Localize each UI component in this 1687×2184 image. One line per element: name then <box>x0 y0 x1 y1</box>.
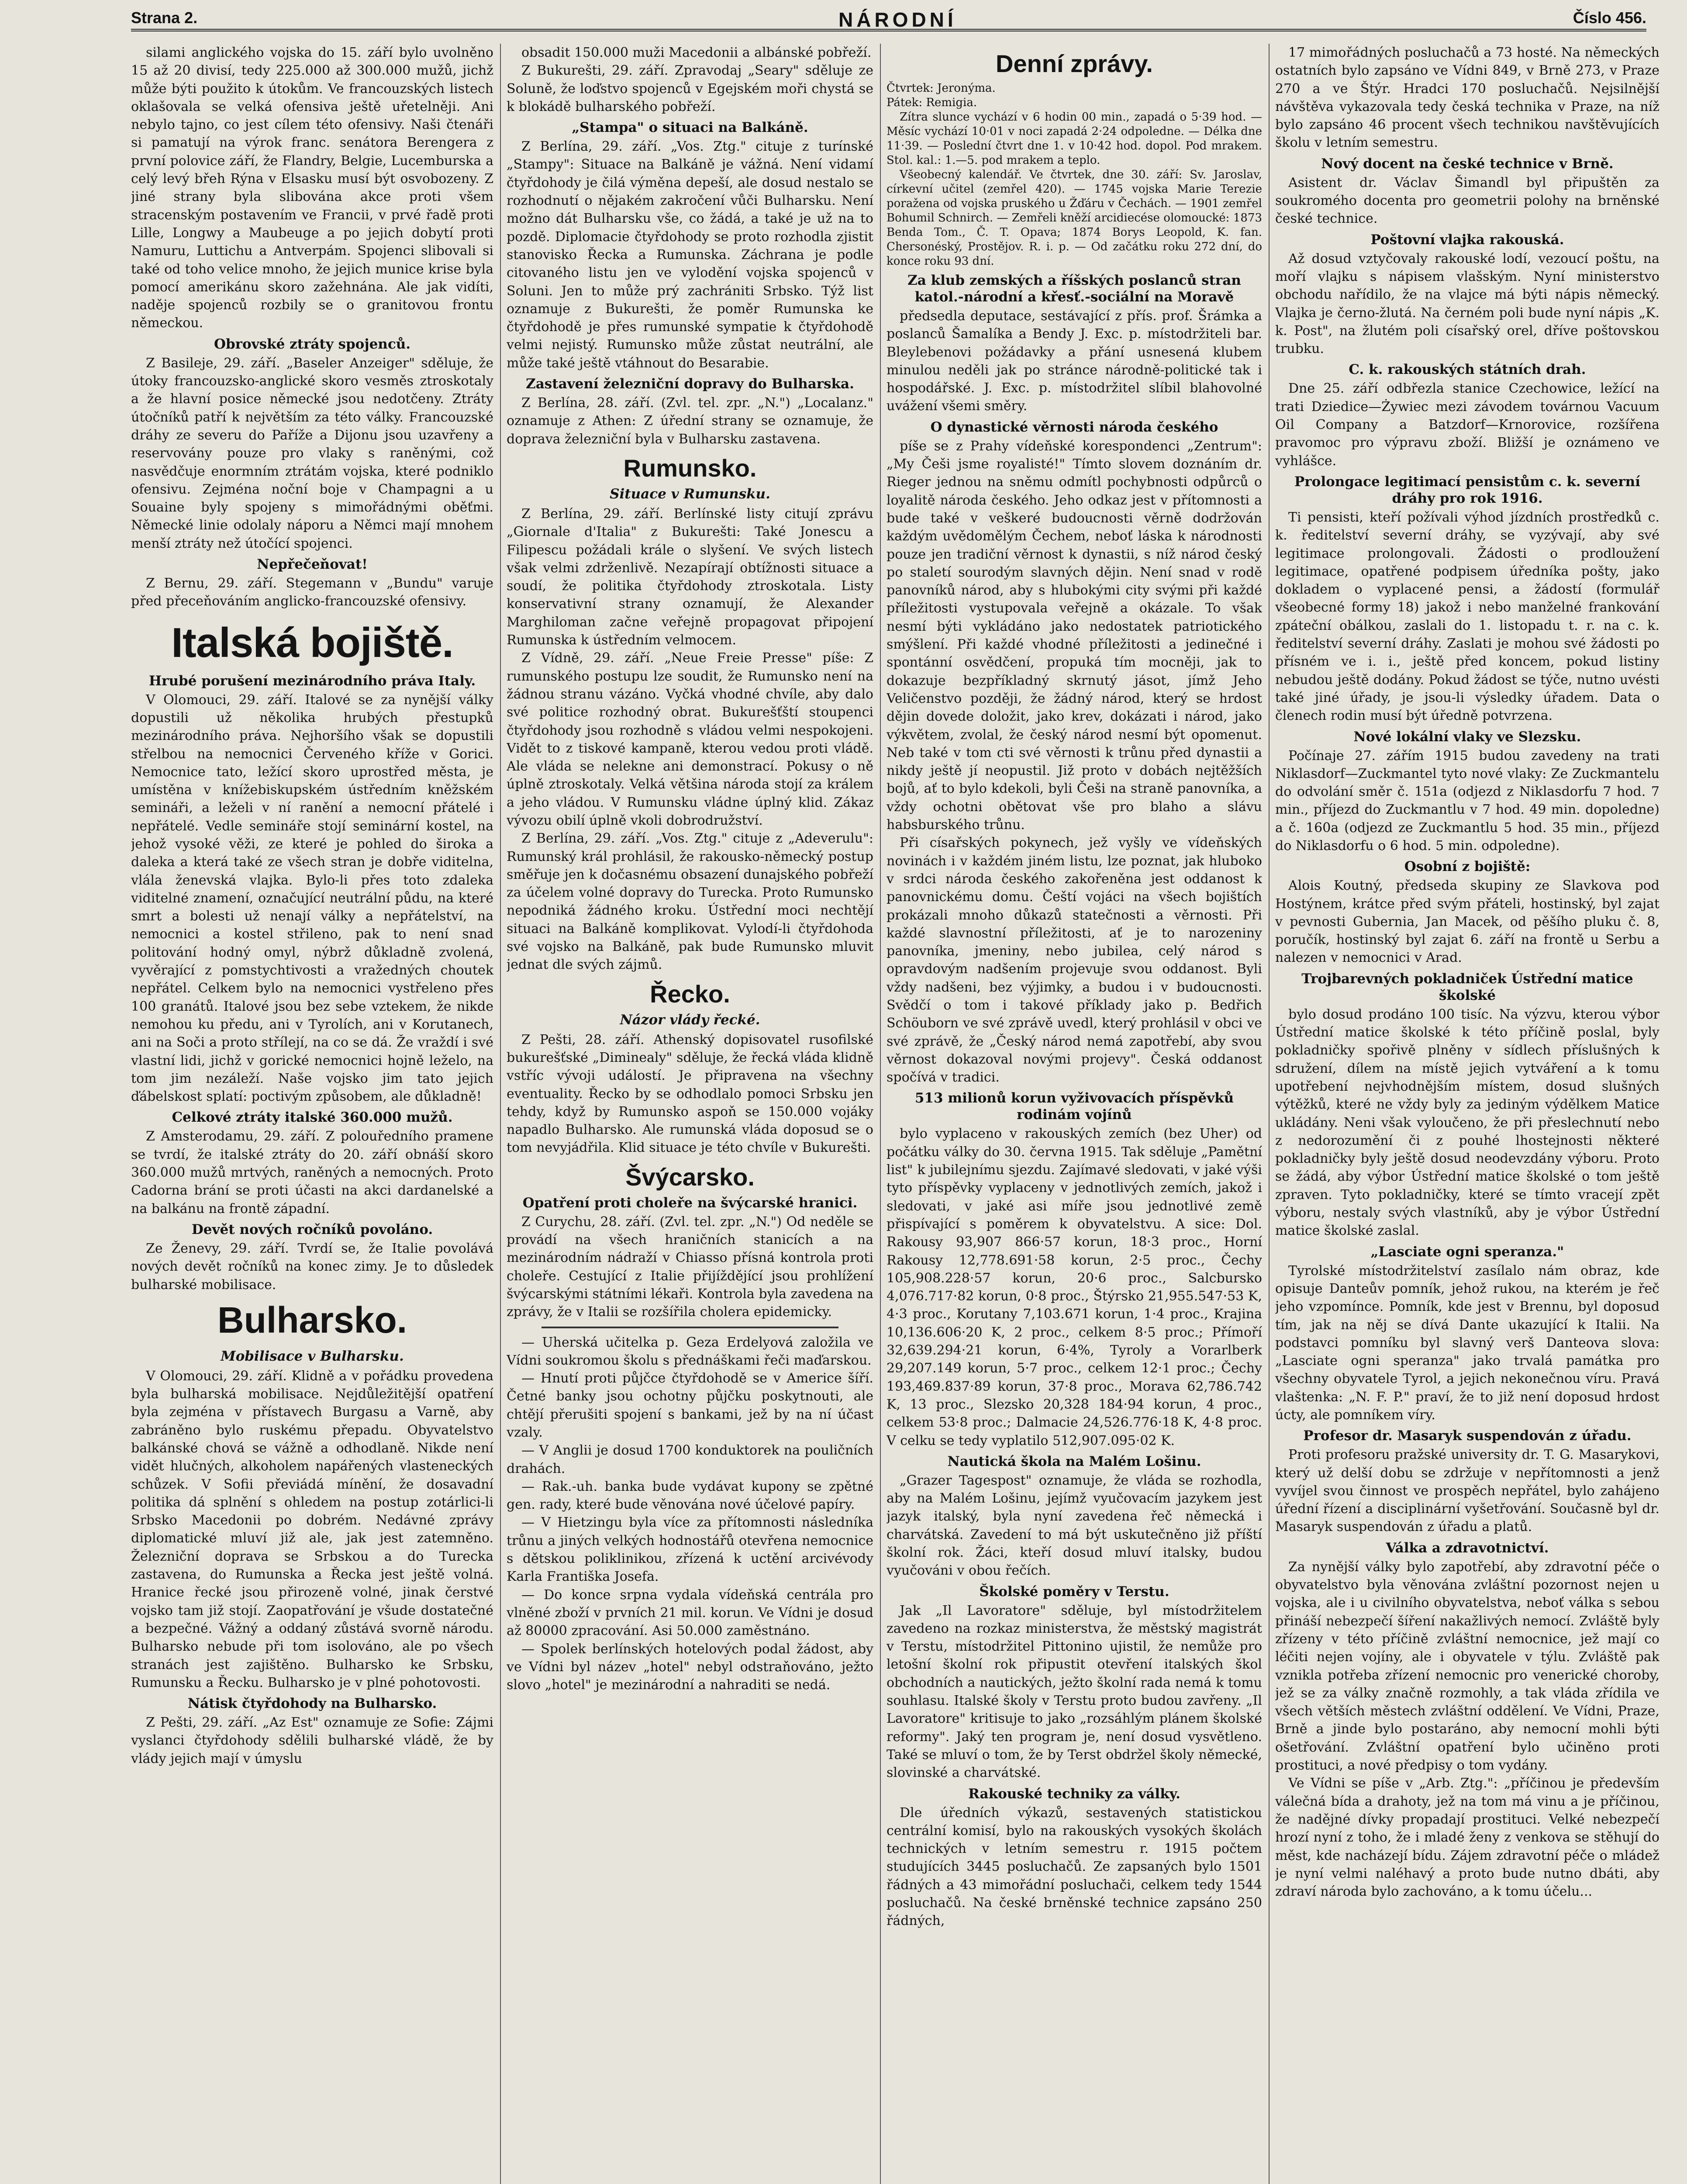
calendar-line: Pátek: Remigia. <box>887 96 977 109</box>
section-heading: Za klub zemských a říšských poslanců stran katol.-národní a křesť.-sociální na Moravě <box>907 273 1241 305</box>
column-3 <box>887 44 1262 2184</box>
article-paragraph: Při císařských pokynech, jež vyšly ve vídeňských novinách i v každém jiném listu, lze poznat, jak hluboko v srdci národa českého zakořeněna jest oddanost k panovnickému domu. Čeští vojáci na všech bojištích prokázali mnoho důkazů statečnosti a věrnosti. Při každé slavnostní příležitosti, ať je to narozeniny panovníka, jmeniny, nebo jubilea, celý národ s opravdovým nadšením projevuje svou oddanost. Byli vždy nadšeni, bez výjimky, a budou i v budoucnosti. Svědčí o tom i takové příklady jako p. Bedřich Schöuborn ve své zprávě uvedl, který prohlásil v obci ve své zprávě, že „Český národ nemá zapotřebí, aby svou věrnost dokazoval novými projevy". Česká oddanost spočívá v tradici. <box>887 835 1262 1085</box>
section-title-italian-front: Italská bojiště. <box>171 619 453 666</box>
section-heading: Nový docent na české technice v Brně. <box>1321 156 1614 172</box>
section-subtitle: Mobilisace v Bulharsku. <box>221 1348 404 1364</box>
section-heading: Devět nových ročníků povoláno. <box>191 1221 433 1237</box>
news-item: — V Hietzingu byla více za přítomnosti následníka trůnu a jiných velkých hodnostářů otevřena nemocnice s dětskou poliklinikou, zřízená k uctění arcivévody Karla Františka Josefa. <box>507 1515 873 1585</box>
section-heading: „Lasciate ogni speranza." <box>1370 1244 1564 1260</box>
news-item: — Hnutí proti půjčce čtyřdohodě se v Americe šíří. Četné banky jsou ochotny půjčku poskytnouti, ale chtějí přerušiti spojení s bankami, jež by na ní účast vzaly. <box>507 1371 873 1440</box>
article-paragraph: silami anglického vojska do 15. září bylo uvolněno 15 až 20 divisí, tedy 225.000 až 300.000 mužů, jichž může býti použito k útokům. Ve francouzských listech oklašovala se velká ofensiva ještě uřetelněji. Ani nebylo tajno, co jest cílem této ofensivy. Naši čtenáři si pamatují na výrok franc. senátora Berengera z první polovice září, že Flandry, Belgie, Lucemburska a celý levý břeh Rýna v Elsasku musí být osvobozeny. Z jiné strany byla slibována akce proti všem stracenským postavením ve Francii, v prvé řadě proti Lille, Longwy a Maubeuge a po jejich dobytí proti Namuru, Luttichu a Antverpám. Spojenci slibovali si také od toho velice mnoho, že jejich munice krise byla pomocí amerikánu skoro zažehnána. Ale jak vidíti, naděje spojenců rozbily se o granitovou frontu německou. <box>131 45 493 331</box>
section-heading: Nepřečeňovat! <box>257 556 368 573</box>
page-label: Strana 2. <box>131 9 198 27</box>
article-paragraph: Z Bernu, 29. září. Stegemann v „Bundu" varuje před přeceňováním anglicko-francouzské ofensivy. <box>131 576 493 609</box>
section-subtitle: Situace v Rumunsku. <box>610 486 770 502</box>
section-title-bulgaria: Bulharsko. <box>217 1299 407 1341</box>
article-paragraph: Z Berlína, 29. září. Berlínské listy citují zprávu „Giornale d'Italia" z Bukurešti: Také Jonescu a Filipescu požádali krále o slyšení. Ve svých listech však velmi zdrženlivě. Nezapírají obtížnosti situace a soudí, že politika čtyřdohody ztroskotala. Listy konservativní strany oznamují, že Alexander Marghiloman začne veřejně propagovat připojení Rumunska k ústředním velmocem. <box>507 506 873 648</box>
news-item: — V Anglii je dosud 1700 konduktorek na pouličních drahách. <box>507 1443 873 1476</box>
section-title-romania: Rumunsko. <box>623 454 757 482</box>
news-item: — Spolek berlínských hotelových podal žádost, aby ve Vídni byl název „hotel" nebyl odstraňováno, ježto slovo „hotel" je mezinárodní a nahraditi se nedá. <box>507 1641 873 1693</box>
article-paragraph: Jak „Il Lavoratore" sděluje, byl místodržitelem zavedeno na rozkaz ministerstva, že městský magistrát v Terstu, místodržitel Pittonino ujistil, že nemůže pro letošní školní rok připustit otevření italských škol obchodních a nautických, ježto školní rada nemá k tomu souhlasu. Italské školy v Terstu proto budou zavřeny. „Il Lavoratore" kritisuje to jako „rozsáhlým plánem školské reformy". Jaký ten program je, není dosud vysvětleno. Také se mluví o tom, že by Terst obdržel školy německé, slovinské a charvátské. <box>887 1603 1262 1781</box>
section-heading: Rakouské techniky za války. <box>968 1786 1180 1802</box>
article-paragraph: Z Pešti, 28. září. Athenský dopisovatel rusofilské bukurešťské „Diminealy" sděluje, že řecká vláda klidně vstříc vývoji událostí. Je připravena na všechny eventuality. Řecko by se odhodlalo pomoci Srbsku jen tehdy, když by Rumunsko aspoň se 150.000 vojáky napadlo Bulharsko. Ale rumunská vláda doposud se o tom nevyjádřila. Klid situace je této chvíle v Bukurešti. <box>507 1032 873 1156</box>
article-paragraph: bylo dosud prodáno 100 tisíc. Na výzvu, kterou výbor Ústřední matice školské k této příčině poslal, byly pokladničky spořivě plněny v sídlech příslušných k sdružení, dílem na místě jejich vytváření a k tomu upotřebení nejvhodnějším místem, dosud slušných výtěžků, které ne vždy byly za jediným výdělkem Matice ukládány. Neni však vyloučeno, že při přeslechnutí nebo z nedorozumění či z pouhé lhostejnosti některé pokladničky byly ještě dosud neodevzdány výboru. Proto se žádá, aby výbor Ústřední matice školské o tom ještě zpraven. Tyto pokladničky, které se tímto vracejí zpět výboru, nestaly svých vlastníků, aby je výbor Ústřední matice školské zaslal. <box>1275 1006 1659 1239</box>
section-heading: Válka a zdravotnictví. <box>1386 1540 1549 1556</box>
section-heading: „Stampa" o situaci na Balkáně. <box>572 120 808 136</box>
article-paragraph: Ti pensisti, kteří požívali výhod jízdních prostředků c. k. ředitelství severní dráhy, se vyzývají, aby své legitimace prolongovali. Žádosti o prodloužení legitimace, opatřené podpisem úředníka pošty, jako dokladem o vyplacené pensi, a žádostí (formulář všeobecné formy 18) jakož i nebo manželné frankování zpáteční obálkou, zaslali do 1. listopadu t. r. na c. k. ředitelství severní dráhy. Zaslati je mohou své žádosti po přísném ve i. i., ještě před koncem, pokud listiny nebudou ještě dodány. Pokud žádost se týče, nutno uvésti také jiné úřady, je jsou-li výsledky úřadem. Data o členech rodin musí být úředně potvrzena. <box>1275 509 1659 724</box>
article-paragraph: V Olomouci, 29. září. Klidně a v pořádku provedena byla bulharská mobilisace. Nejdůležitější opatření byla zejména v přístavech Burgasu a Varně, aby zabráněno bylo ruskému přepadu. Obyvatelstvo balkánské chová se vážně a odhodlaně. Nikde není vidět hlučných, alkoholem napářených vlasteneckých schůzek. V Sofii převiádá mínění, že dosavadní politika dá splnění s ohledem na postup zotárlici-li Srbsko Macedonii po dobrém. Nedávné zprávy diplomatické mluví již ale, jak jest zatemněno. Železniční doprava se Srbskou a do Turecka zastavena, do Rumunska a Řecka jest ještě volná. Hranice řecké jsou přirozeně volné, jinak čerstvé vojsko tam již stojí. Zaopatřování je všude dostatečné a bezpečné. Vážný a oddaný zůstává svorně národu. Bulharsko nebude při tom isolováno, ale po všech stranách jest zajištěno. Bulharsko ke Srbsku, Rumunsku a Řecku. Bulharsko je v plné pohotovosti. <box>131 1368 493 1690</box>
column-rule <box>1269 44 1270 2184</box>
article-paragraph: Dne 25. září odbřezla stanice Czechowice, ležící na trati Dziedice—Żywiec mezi závodem továrnou Vacuum Oil Company a Batzdorf—Krnorovice, rozšířena pravomoc pro výpravu zboží. Bližší je oznámeno ve vyhlášce. <box>1275 381 1659 469</box>
article-paragraph: Z Berlína, 28. září. (Zvl. tel. zpr. „N.") „Localanz." oznamuje z Athen: Z úřední strany se oznamuje, že doprava železniční byla v Bulharsku zastavena. <box>507 395 873 447</box>
article-paragraph: Z Pešti, 29. září. „Az Est" oznamuje ze Sofie: Zájmi vyslanci čtyřdohody sdělili bulharské vládě, že by vlády jejich mají v úmyslu <box>131 1715 493 1766</box>
section-heading: Prolongace legitimací pensistům c. k. severní dráhy pro rok 1916. <box>1294 473 1640 506</box>
column-4 <box>1275 44 1659 2184</box>
section-heading: Osobní z bojiště: <box>1404 859 1531 875</box>
article-paragraph: Tyrolské místodržitelství zasílalo nám obraz, kde opisuje Danteův pomník, jehož rukou, na kterém je řeč jeho vzpomínce. Pomník, kde jest v Brennu, byl doposud tím, jak na něj se dívá Dante ukazující k Italii. Na podstavci pomníku byl slavný verš Danteova slova: „Lasciate ogni speranza" jako trvalá památka pro všechny obyvatele Tyrol, a jejich nekonečnou víru. Pravá vlaštenka: „N. F. P." praví, že to již není doposud hrdost úcty, ale pomníkem víry. <box>1275 1263 1659 1423</box>
section-heading: Nátisk čtyřdohody na Bulharsko. <box>187 1696 437 1712</box>
section-title-daily-news: Denní zprávy. <box>996 50 1153 77</box>
newspaper-title: NÁRODNÍ <box>838 8 957 31</box>
section-heading: Hrubé porušení mezinárodního práva Italy. <box>148 673 476 689</box>
article-paragraph: Z Basileje, 29. září. „Baseler Anzeiger" sděluje, že útoky francouzsko-anglické skoro vesměs ztroskotaly a že hlavní posice německé jsou nedotčeny. Ztráty útočníků patří k největším za této války. Francouzské dráhy ze severu do Paříže a Dijonu jsou uzavřeny a reservovány pouze pro vlaky s raněnými, což nasvědčuje enormním ztrátám vojska, které podniklo ofensivu. Zejména noční boje v Champagni a u Souaine byly spojeny s mimořádnými oběťmi. Německé linie odolaly náporu a Němci mají mnohem menší ztráty než útočící spojenci. <box>131 355 493 551</box>
article-paragraph: Ze Ženevy, 29. září. Tvrdí se, že Italie povolává nových devět ročníků na konec zimy. Je to důsledek bulharské mobilisace. <box>131 1241 493 1292</box>
section-heading: C. k. rakouských státních drah. <box>1349 362 1586 378</box>
calendar-line: Čtvrtek: Jeronýma. <box>887 82 996 95</box>
article-paragraph: obsadit 150.000 muži Macedonii a albánské pobřeží. <box>521 45 872 60</box>
article-paragraph: Až dosud vztyčovaly rakouské lodí, vezoucí poštu, na moří vlajku s nápisem vlašským. Nyní ministerstvo obchodu nařídilo, že na vlajce má býti nápis německý. Vlajka je černo-žlutá. Na černém poli bude nyní nápis „K. k. Post", na žlutém poli císařský orel, dříve poštovskou trubku. <box>1275 251 1659 357</box>
article-paragraph: předsedla deputace, sestávající z přís. prof. Šrámka a poslanců Šamalíka a Bendy J. Exc. p. místodržiteli bar. Bleylebenovi požádavky a přání usnesená klubem minulou neděli jak po stránce národně-politické tak i hospodářské. J. Exc. p. místodržitel slíbil blahovolné uvážení všemi směry. <box>887 308 1262 414</box>
news-item: — Uherská učitelka p. Geza Erdelyová založila ve Vídni soukromou školu s přednáškami řeči maďarskou. <box>507 1334 873 1368</box>
section-heading: 513 milionů korun vyživovacích příspěvků rodinám vojínů <box>914 1090 1234 1123</box>
article-paragraph: Dle úředních výkazů, sestavených statistickou centrální komisí, bylo na rakouských vysokých školách technických v letním semestru r. 1915 počtem studujících 3445 posluchačů. Ze zapsaných bylo 1501 řádných a 43 mimořádní posluchači, celkem tedy 1544 posluchačů. Na české brněnské technice zapsáno 250 řádných, <box>887 1805 1262 1929</box>
section-title-greece: Řecko. <box>650 980 730 1008</box>
article-paragraph: Asistent dr. Václav Šimandl byl připuštěn za soukromého docenta pro geometrii polohy na brněnské české technice. <box>1275 175 1659 227</box>
column-rule <box>880 44 881 2184</box>
section-heading: Školské poměry v Terstu. <box>979 1583 1170 1600</box>
article-paragraph: „Grazer Tagespost" oznamuje, že vláda se rozhodla, aby na Malém Lošinu, jejímž vyučovacím jazykem jest jazyk italský, byla nyní zavedena řeč německá i charvátská. Zavedení to má být uskutečněno již příští školní rok. Žáci, kteří dosud mluví italsky, budou vyučováni v obou řečích. <box>887 1472 1262 1579</box>
section-heading: Nautická škola na Malém Lošinu. <box>947 1453 1201 1469</box>
section-heading: Celkové ztráty italské 360.000 mužů. <box>172 1109 453 1126</box>
article-paragraph: Za nynější války bylo zapotřebí, aby zdravotní péče o obyvatelstvo byla věnována zvláštní pozornost nejen u vojska, ale i u civilního obyvatelstva, neboť válka s sebou přináší nebezpečí šíření nakažlivých nemocí. Zvláště byly zřízeny v této příčině zvláštní nemocnice, jež mají co léčiti nejen vojíny, ale i obyvatele v týlu. Zvláště pak vznikla potřeba zřízení nemocnic pro venerické choroby, jež se za války značně rozmohly, a tak vláda zřídila ve všech větších městech zvláštní oddělení. Ve Vídni, Praze, Brně a jinde bylo postaráno, aby nemocní mohli býti ošetřování. Zvláštní opatření bylo učiněno proti prostituci, a nové předpisy o tom vydány. <box>1275 1559 1659 1773</box>
article-paragraph: Z Amsterodamu, 29. září. Z polouředního pramene se tvrdí, že italské ztráty do 20. září obnáší skoro 360.000 mužů mrtvých, raněných a nemocných. Proto Cadorna brání se proti účasti na akci dardanelské a na balkánu na frontě západní. <box>131 1129 493 1216</box>
section-heading: Opatření proti choleře na švýcarské hranici. <box>522 1195 858 1211</box>
section-heading: Obrovské ztráty spojenců. <box>214 336 411 352</box>
news-item: — Rak.-uh. banka bude vydávat kupony se zpětné gen. rady, které bude věnována nové účelové papíry. <box>507 1479 873 1513</box>
article-paragraph: Z Vídně, 29. září. „Neue Freie Presse" píše: Z rumunského postupu lze soudit, že Rumunsko není na žádnou stranu vázáno. Vyčká vhodné chvíle, aby dalo své politice rozhodný obrat. Bukurešťští stoupenci čtyřdohody jsou rozhodně s vládou velmi nespokojeni. Vidět to z tiskové kampaně, kterou vedou proti vládě. Ale vláda se nelekne ani demonstrací. Pokusy o ně úplně ztroskotaly. Velká většina národa stojí za králem a jeho vládou. V Rumunsku vládne úplný klid. Zákaz vývozu obilí úplně vkoli dobrodružství. <box>507 650 873 828</box>
article-paragraph: Z Bukurešti, 29. září. Zpravodaj „Seary" sděluje ze Soluně, že loďstvo spojenců v Egejském moři chystá se k blokádě bulharského pobřeží. <box>507 63 873 114</box>
article-paragraph: 17 mimořádných posluchačů a 73 hosté. Na německých ostatních bylo zapsáno ve Vídni 849, v Brně 273, v Praze 270 a ve Štýr. Hradci 170 posluchačů. Nejsilnější návštěva vykazovala tedy česká technika v Praze, na níž bylo zapsáno 46 procent všech technikou navštěvujících školu v letním semestru. <box>1275 45 1659 151</box>
section-heading: Nové lokální vlaky ve Slezsku. <box>1353 729 1581 745</box>
article-paragraph: bylo vyplaceno v rakouských zemích (bez Uher) od počátku války do 30. června 1915. Tak sděluje „Pamětní list" k jubilejnímu sjezdu. Zajímavé sledovati, v jaké výši tyto příspěvky vyplaceny v jednotlivých zemích, jakož i sledovati, v jaké asi míře jsou jednotlivé země přispívající s poměrem k obyvatelstvu. A sice: Dol. Rakousy 93,907 866·57 korun, 18·3 proc., Horní Rakousy 12,778.691·58 korun, 2·5 proc., Čechy 105,908.228·57 korun, 20·6 proc., Salcbursko 4,076.717·82 korun, 0·8 proc., Štýrsko 21,955.547·53 K, 4·3 proc., Korutany 7,103.671 korun, 1·4 proc., Krajina 10,136.606·20 K, 2 proc., celkem 8·5 proc.; Přímoří 32,639.294·21 korun, 6·4%, Tyroly a Vorarlberk 29,207.149 korun, 5·7 proc., celkem 12·1 proc.; Čechy 193,469.837·89 korun, 37·8 proc., Morava 62,786.742 K, 13 proc., Slezsko 20,328 184·94 korun, 4 proc., celkem 53·8 proc.; Dalmacie 24,526.776·18 K, 4·8 proc. V celku se tedy vyplatilo 512,907.095·02 K. <box>887 1126 1262 1448</box>
section-heading: O dynastické věrnosti národa českého <box>930 419 1218 435</box>
column-2 <box>507 44 873 2184</box>
article-paragraph: Ve Vídni se píše v „Arb. Ztg.": „příčinou je především válečná bída a drahoty, jež na tom má vinu a je příčinou, že nadějné dívky propadají prostituci. Velké nebezpečí hrozí nyní z toho, že i mladé ženy z venkova se stěhují do měst, kde nacházejí bídu. Zájem zdravotní péče o mládež je nyní velmi naléhavý a proto bude nutno dbáti, aby zdraví národa bylo zachováno, a k tomu účelu... <box>1275 1776 1659 1900</box>
article-paragraph: Alois Koutný, předseda skupiny ze Slavkova pod Hostýnem, krátce před svým přáteli, hostinský, byl zajat v pevnosti Gubernia, Jan Macek, od pěšího pluku č. 8, poručík, hostinský byl zajat 6. září na frontě u Serbu a nalezen v nemocnici v Arad. <box>1275 878 1659 966</box>
section-title-switzerland: Švýcarsko. <box>625 1163 755 1191</box>
article-paragraph: Z Berlína, 29. září. „Vos. Ztg." cituje z turínské „Stampy": Situace na Balkáně je vážná. Není vidamí čtyřdohody je čilá výměna depeší, ale dosud nestalo se rozhodnutí o nějakém zakročení vůči Bulharsku. Není možno dát Bulharsku vše, co žádá, a také je už na to pozdě. Diplomacie čtyřdohody se proto rozhodla zjistit stanovisko Řecka a Rumunska. Záchrana je podle citovaného listu jen ve vylodění vojska spojenců v Soluni. Jen to může prý zachrániti Srbsko. Týž list oznamuje z Bukurešti, že poměr Rumunska ke čtyřdohodě je přes rumunské sympatie k čtyřdohodě velmi nejistý. Rumunsko může zůstat neutrální, ale může také ještě vtáhnout do Besarabie. <box>507 139 873 371</box>
article-paragraph: píše se z Prahy vídeňské korespondenci „Zentrum": „My Češi jsme royalisté!" Tímto slovem doznáním dr. Rieger jednou na sněmu odmítl pochybnosti odpůrců o loyalitě národa českého. Jeho odkaz jest v přítomnosti a bude také v veškeré budoucnosti věrně dodržován každým uvědomělým Čechem, neboť láska k národnosti pouze jen tradiční věrnost k dynastii, s níž národ český po staletí sourodým slavných dějin. Není snad v rodě panovníků národ, aby s hlubokými city svými při každé příležitosti vystupovala veřejně a okázale. To však nesmí býti vykládáno jako nedostatek patriotického smýšlení. Při každé vhodné příležitosti a jedinečné i spontánní osvědčení, propuká tím mocněji, jak to dokazuje bezpříkladný skrnutý jásot, jímž Jeho Veličenstvo později, že žádný národ, který se hrdost dějin dovede doložit, jako krev, dokázati i národ, jako výkvětem, zvolal, že český národ nesmí být opomenut. Neb také v tom cti své věrnosti k trůnu před dynastii a nikdy ještě jí neopustil. Již proto v dobách nejtěžších bojů, ať to bylo kdekoli, byli Češi na straně panovníka, a vždy ochotni obětovat vše pro blaho a slávu habsburského trůnu. <box>887 438 1262 833</box>
section-heading: Zastavení železniční dopravy do Bulharska. <box>526 376 854 392</box>
article-paragraph: Z Berlína, 29. září. „Vos. Ztg." cituje z „Adeverulu": Rumunský král prohlásil, že rakousko-německý postup směřuje jen k dočasnému obsazení dunajského pobřeží za účelem volné dopravy do Turecka. Proto Rumunsko nepodniká žádného kroku. Ústřední moci nechtějí situaci na Balkáně komplikovat. Vylodí-li čtyřdohoda své vojsko na Balkáně, pak bude Rumunsko mluvit jednat dle svých zájmů. <box>507 831 873 973</box>
column-1 <box>131 44 493 2184</box>
section-subtitle: Názor vlády řecké. <box>620 1012 760 1028</box>
section-heading: Profesor dr. Masaryk suspendován z úřadu. <box>1303 1428 1632 1444</box>
article-paragraph: V Olomouci, 29. září. Italové se za nynější války dopustili už několika hrubých přestupků mezinárodního práva. Nejhoršího však se dopustili střelbou na nemocnici Červeného kříže v Gorici. Nemocnice tato, ležící skoro uprostřed města, je umístěna v knížebiskupském ústředním kněžském semináři, a leželi v ní ranění a nemocní přátelé i nepřátelé. Vedle semináře stojí seminární kostel, na jehož vysoké věži, ze které je pohled do široka a daleka a která také ze všech stran je dobře viditelna, vlála ženevská vlajka. Bylo-li přes toto zdaleka viditelné znamení, označující neutrální půdu, na které smrt a bolesti už nenají války a nepřátelství, na nemocnici a kostel střileno, pak to není snad politování hodný omyl, nýbrž důkladně zvolená, vyvěrající z pomstychtivosti a vražedných choutek nepřátel. Celkem bylo na nemocnici vystřeleno přes 100 granátů. Italové jsou bez sebe vztekem, že nikde nemohou ku předu, ani v Tyrolích, ani v Korutanech, ani na Soči a proto střílejí, na co se dá. Že vraždí i své vlastní lidi, jichž v gorické nemocnici hojně leželo, na tom jim nezáleží. Naše vojsko jim tato jejich ďábelskost splatí: poctivým způsobem, ale důkladně! <box>131 692 493 1105</box>
article-paragraph: Počínaje 27. zářím 1915 budou zavedeny na trati Niklasdorf—Zuckmantel tyto nové vlaky: Ze Zuckmantelu do odvolání směr č. 151a (odjezd z Niklasdorfu 7 hod. 7 min., příjezd do Zuckmantlu v 7 hod. 49 min. dopoledne) a č. 160a (odjezd ze Zuckmantlu 5 hod. 35 min., příjezd do Niklasdorfu o 6 hod. 5 min. odpoledne). <box>1275 748 1659 854</box>
general-calendar: Všeobecný kalendář. Ve čtvrtek, dne 30. září: Sv. Jaroslav, církevní učitel (zemřel 420). — 1745 vojska Marie Terezie poražena od vojska pruského u Žďáru v Čechách. — 1901 zemřel Bohumil Schnirch. — Zemřeli kněží arcidiecése olomoucké: 1873 Benda Tom., Č. T. Opava; 1874 Borys Leopold, K. fan. Chersonéský, Prostějov. R. i. p. — Od začátku roku 272 dní, do konce roku 93 dní. <box>887 168 1262 268</box>
masthead <box>131 8 1646 31</box>
article-paragraph: Proti profesoru pražské university dr. T. G. Masarykovi, který už delší dobu se zdržuje v nepřítomnosti a jenž vyvíjel svou činnost ve prospěch nepřátel, bylo zahájeno úřední řízení a disciplinární vyšetřování. Současně byl dr. Masaryk suspendován z úřadu a platů. <box>1275 1447 1659 1535</box>
column-rule <box>500 44 501 2184</box>
calendar-info: Zítra slunce vychází v 6 hodin 00 min., zapadá o 5·39 hod. — Měsíc vychází 10·01 v noci zapadá 2·24 odpoledne. — Délka dne 11·39. — Poslední čtvrt dne 1. v 10·42 hod. dopol. Pod mrakem. Stol. kal.: 1.—5. pod mrakem a teplo. <box>887 111 1262 167</box>
divider <box>542 1327 838 1328</box>
section-heading: Poštovní vlajka rakouská. <box>1370 232 1564 248</box>
article-paragraph: Z Curychu, 28. září. (Zvl. tel. zpr. „N.") Od neděle se provádí na všech hraničních stanicích a na mezinárodním nádraží v Chiasso přísná kontrola proti choleře. Cestující z Italie přijíždějící jsou prohlížení švýcarskými státními lékaři. Kontrola byla zavedena na zprávy, že v Italii se rozšířila cholera epidemicky. <box>507 1214 873 1320</box>
issue-number: Číslo 456. <box>1573 9 1646 27</box>
news-item: — Do konce srpna vydala vídeňská centrála pro vlněné zboží v prvních 21 mil. korun. Ve Vídni je dosud až 80000 zpracování. Asi 50.000 zaměstnáno. <box>507 1587 873 1639</box>
section-heading: Trojbarevných pokladniček Ústřední matice školské <box>1301 971 1633 1003</box>
